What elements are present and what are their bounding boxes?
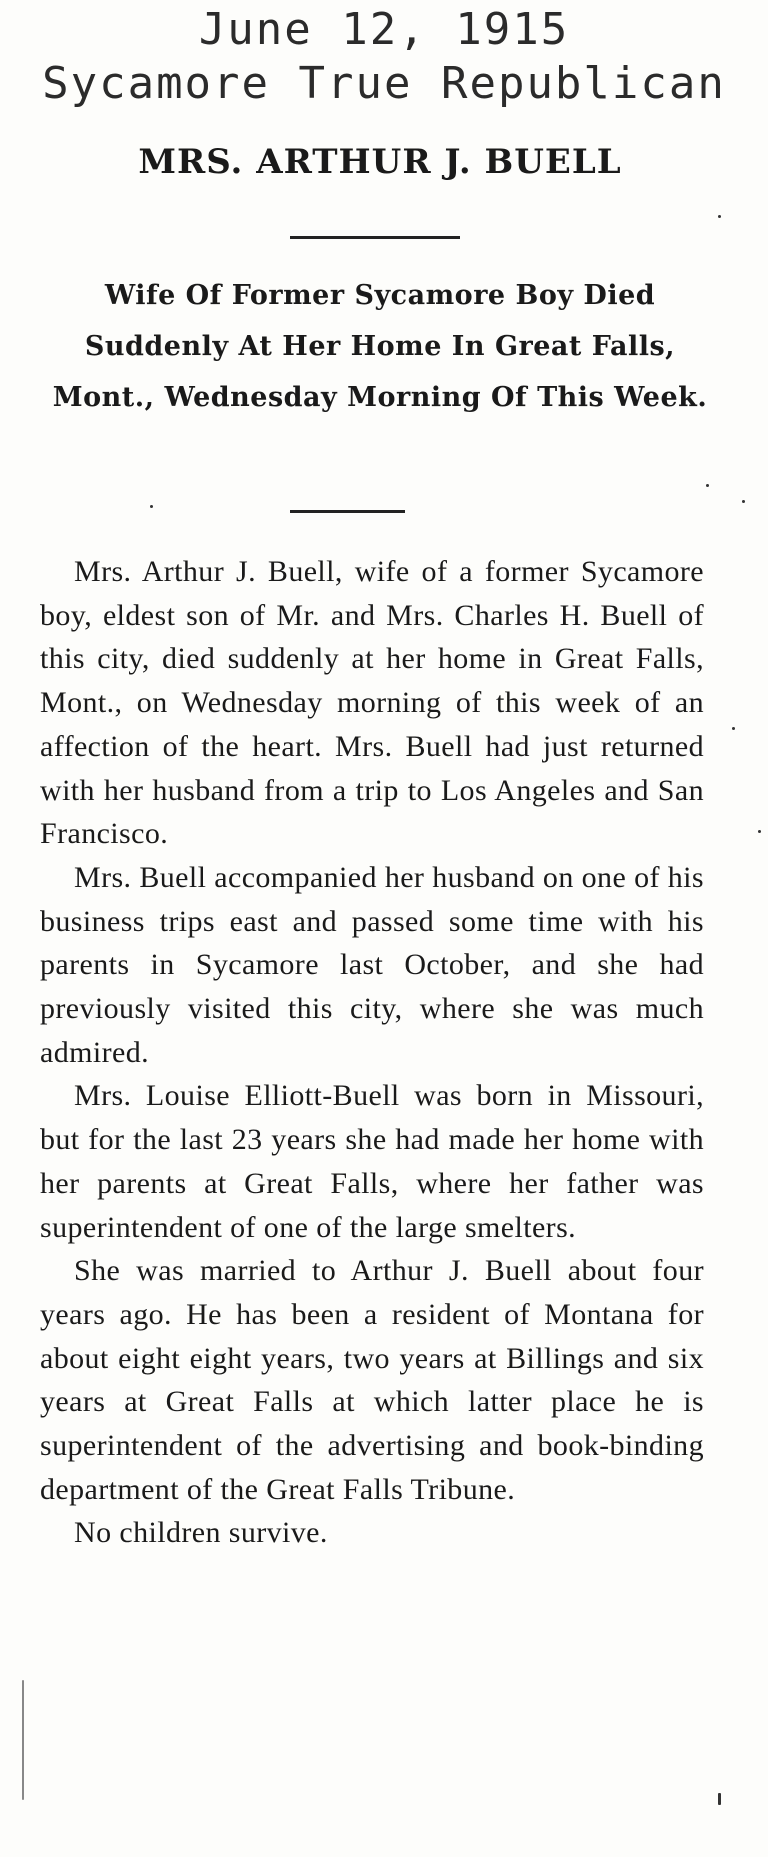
headline-divider: [290, 236, 460, 239]
speck: [150, 505, 153, 508]
speck: [22, 1680, 24, 1800]
obituary-body: [40, 550, 704, 1555]
body-paragraph: Mrs. Arthur J. Buell, wife of a former Sycamore boy, eldest son of Mr. and Mrs. Charles H. Buell of this city, died suddenly at her home in Great Falls, Mont., on Wednesday morning of this week of an affection of the heart. Mrs. Buell had just returned with her husband from a trip to Los Angeles and San Francisco.: [40, 555, 704, 851]
subheadline-divider: [290, 510, 405, 513]
speck: [718, 1793, 721, 1805]
body-paragraph: Mrs. Louise Elliott-Buell was born in Missouri, but for the last 23 years she had made her home with her parents at Great Falls, where her father was superintendent of one of the large smelters.: [40, 1079, 704, 1244]
body-paragraph: She was married to Arthur J. Buell about four years ago. He has been a resident of Montana for about eight eight years, two years at Billings and six years at Great Falls at which latter place he is superintendent of the advertising and book-binding department of the Great Falls Tribune.: [40, 1254, 704, 1506]
newspaper-name: Sycamore True Republican: [42, 58, 726, 109]
clipping-date: June 12, 1915: [198, 4, 570, 55]
speck: [718, 215, 721, 218]
speck: [742, 500, 745, 503]
speck: [732, 727, 735, 730]
obituary-headline: MRS. ARTHUR J. BUELL: [138, 142, 622, 182]
body-paragraph: Mrs. Buell accompanied her husband on one of his business trips east and passed some time with his parents in Sycamore last October, and she had previously visited this city, where she was much admired.: [40, 860, 704, 1069]
obituary-subheadline: Wife Of Former Sycamore Boy Died Suddenly At Her Home In Great Falls, Mont., Wednesday Morning Of This Week.: [52, 280, 708, 413]
speck: [758, 830, 761, 833]
speck: [706, 484, 709, 487]
body-paragraph: No children survive.: [74, 1516, 328, 1550]
